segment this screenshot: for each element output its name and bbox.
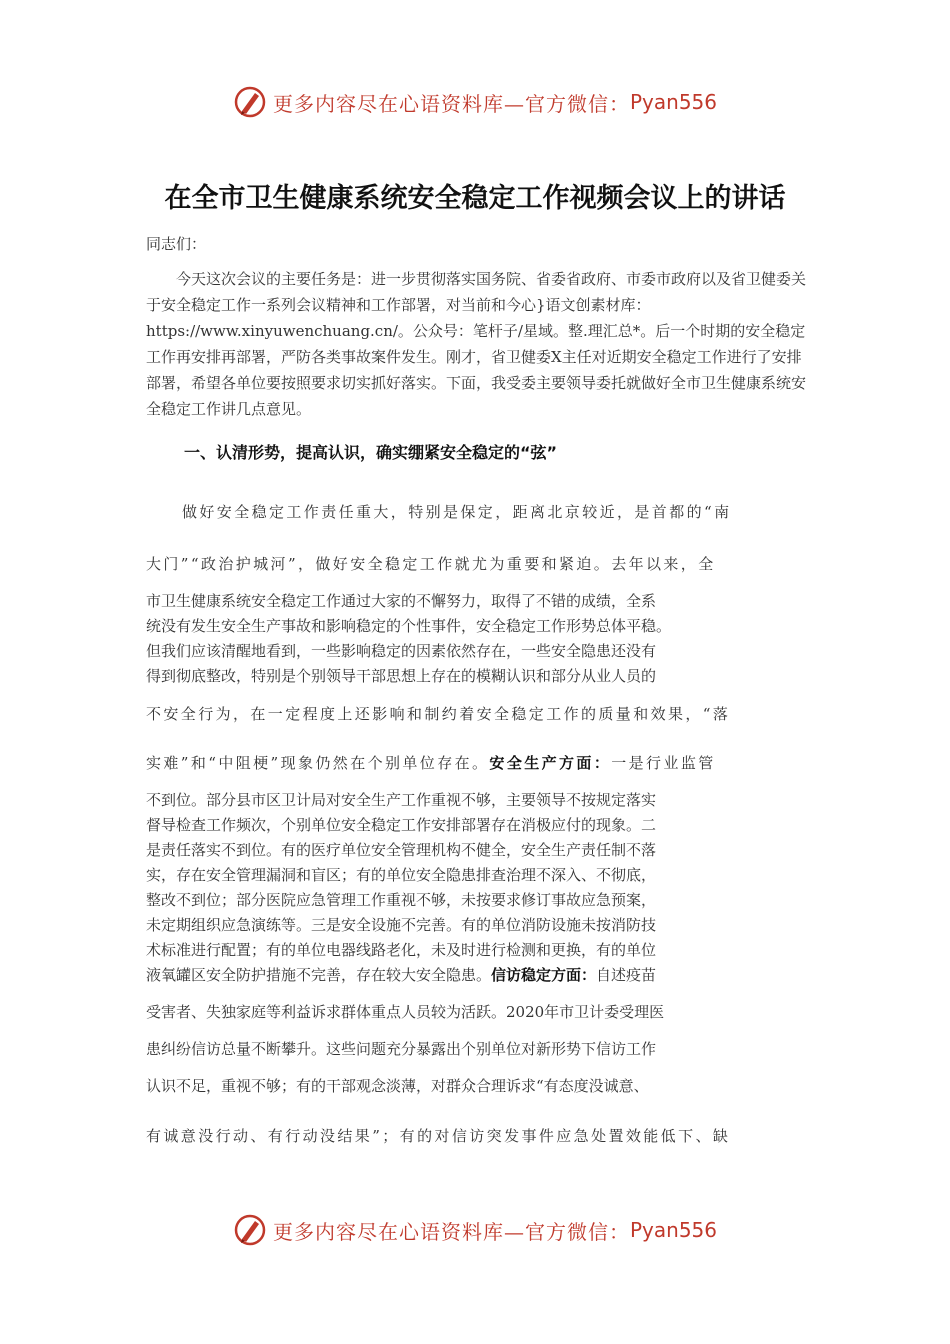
banner-wechat-id: Pyan556 xyxy=(629,90,717,114)
body-line-mixed xyxy=(146,751,806,776)
body-text: 一是行业监管 xyxy=(611,754,716,772)
body-line: 得到彻底整改，特别是个别领导干部思想上存在的模糊认识和部分从业人员的 xyxy=(146,667,657,685)
body-line-mixed xyxy=(146,963,806,988)
body-line: 做好安全稳定工作责任重大，特别是保定，距离北京较近，是首都的“南 xyxy=(182,503,732,521)
banner-text: 更多内容尽在心语资料库—官方微信： xyxy=(272,91,630,116)
body-line: 术标准进行配置；有的单位电器线路老化，未及时进行检测和更换，有的单位 xyxy=(146,941,657,959)
body-line: 未定期组织应急演练等。三是安全设施不完善。有的单位消防设施未按消防技 xyxy=(146,916,657,934)
body-line: 统没有发生安全生产事故和影响稳定的个性事件，安全稳定工作形势总体平稳。 xyxy=(146,617,672,635)
paragraph-intro-text: 今天这次会议的主要任务是：进一步贯彻落实国务院、省委省政府、市委市政府以及省卫健委关于安全稳定工作一系列会议精神和工作部署，对当前和今心}语文创素材库：https://www.xinyuwenchuang.cn/。公众号：笔杆子/星域。整.理汇总*。后一个时期的安全稳定工作再安排再部署，严防各类事故案件发生。刚才，省卫健委X主任对近期安全稳定工作进行了安排部署，希望各单位要按照要求切实抓好落实。下面，我受委主要领导委托就做好全市卫生健康系统安全稳定工作讲几点意见。 xyxy=(146,270,807,418)
body-text: 实难”和“中阻梗”现象仍然在个别单位存在。 xyxy=(146,754,490,772)
body-line: 市卫生健康系统安全稳定工作通过大家的不懈努力，取得了不错的成绩，全系 xyxy=(146,592,657,610)
body-line: 患纠纷信访总量不断攀升。这些问题充分暴露出个别单位对新形势下信访工作 xyxy=(146,1040,657,1058)
body-text: 自述疫苗 xyxy=(596,966,657,984)
body-line: 大门”“政治护城河”，做好安全稳定工作就尤为重要和紧迫。去年以来，全 xyxy=(146,555,716,573)
paragraph-intro xyxy=(146,266,806,422)
banner-wechat-id: Pyan556 xyxy=(629,1218,717,1242)
body-line: 认识不足，重视不够；有的干部观念淡薄，对群众合理诉求“有态度没诚意、 xyxy=(146,1077,649,1095)
subheading-safety-production: 安全生产方面： xyxy=(489,754,612,772)
body-line: 实，存在安全管理漏洞和盲区；有的单位安全隐患排查治理不深入、不彻底， xyxy=(146,866,657,884)
body-line: 有诚意没行动、有行动没结果”；有的对信访突发事件应急处置效能低下、缺 xyxy=(146,1127,731,1145)
body-line: 受害者、失独家庭等利益诉求群体重点人员较为活跃。2020年市卫计委受理医 xyxy=(146,1003,665,1021)
body-text: 液氧罐区安全防护措施不完善，存在较大安全隐患。 xyxy=(146,966,492,984)
section-heading-1: 一、认清形势，提高认识，确实绷紧安全稳定的“弦” xyxy=(184,443,558,462)
pen-logo-icon xyxy=(233,1213,267,1247)
body-line: 不到位。部分县市区卫计局对安全生产工作重视不够，主要领导不按规定落实 xyxy=(146,791,657,809)
page-title: 在全市卫生健康系统安全稳定工作视频会议上的讲话 xyxy=(164,183,786,214)
body-line: 但我们应该清醒地看到，一些影响稳定的因素依然存在，一些安全隐患还没有 xyxy=(146,642,657,660)
section-1-body xyxy=(146,500,806,1149)
pen-logo-icon xyxy=(233,85,267,119)
salutation: 同志们： xyxy=(146,235,207,253)
footer-banner xyxy=(0,1210,950,1250)
body-line: 整改不到位；部分医院应急管理工作重视不够，未按要求修订事故应急预案， xyxy=(146,891,657,909)
subheading-petition-stability: 信访稳定方面： xyxy=(491,966,597,984)
body-line: 不安全行为，在一定程度上还影响和制约着安全稳定工作的质量和效果，“落 xyxy=(146,705,731,723)
body-line: 督导检查工作频次，个别单位安全稳定工作安排部署存在消极应付的现象。二 xyxy=(146,816,657,834)
header-banner xyxy=(0,82,950,122)
banner-text: 更多内容尽在心语资料库—官方微信： xyxy=(272,1219,630,1244)
body-line: 是责任落实不到位。有的医疗单位安全管理机构不健全，安全生产责任制不落 xyxy=(146,841,657,859)
